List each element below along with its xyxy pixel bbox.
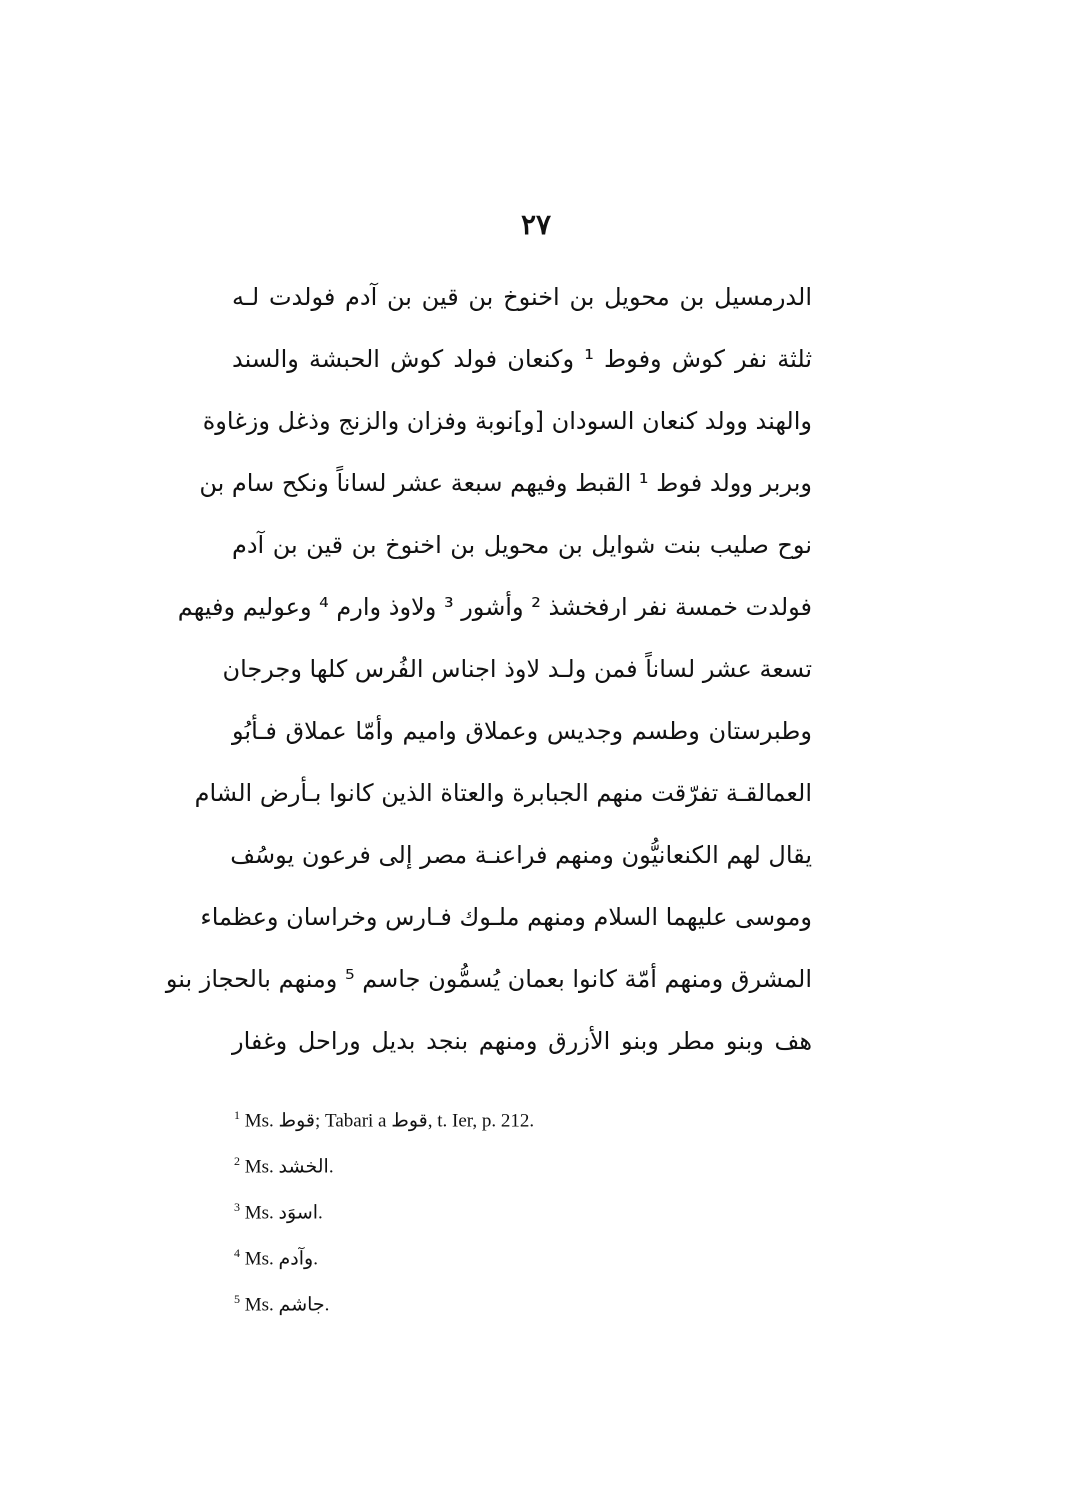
footnote-mark: 3: [234, 1200, 240, 1214]
footnote: [234, 1276, 794, 1322]
text-line: والهند وولد كنعان السودان [و]نوبة وفزان والزنج وذغل وزغاوة: [202, 407, 812, 435]
footnote-text: Ms. الخشد.: [244, 1156, 334, 1178]
footnote-mark: 2: [234, 1154, 240, 1168]
footnotes: [234, 1092, 794, 1322]
text-line: تسعة عشر لساناً فمن ولـد لاوذ اجناس الفُرس كلها وجرجان: [222, 655, 812, 683]
text-line: ثلثة نفر كوش وفوط ¹ وكنعان فولد كوش الحبشة والسند: [232, 345, 812, 373]
text-line: هف وبنو مطر وبنو الأزرق ومنهم بنجد بديل وراحل وغفار: [232, 1027, 812, 1055]
footnote-text: Ms. قوط; Tabari a قوط, t. Ier, p. 212.: [244, 1110, 535, 1132]
footnote-text: Ms. جاشم.: [244, 1294, 330, 1316]
footnote-mark: 4: [234, 1246, 240, 1260]
text-line: وموسى عليهما السلام ومنهم ملـوك فـارس وخراسان وعظماء: [200, 903, 812, 931]
footnote: [234, 1138, 794, 1184]
footnote: [234, 1184, 794, 1230]
text-line: المشرق ومنهم أمّة كانوا بعمان يُسمُّون جاسم ⁵ ومنهم بالحجاز بنو: [165, 965, 812, 993]
footnote-mark: 5: [234, 1292, 240, 1306]
text-line: يقال لهم الكنعانيُّون ومنهم فراعنـة مصر إلى فرعون يوسُف: [230, 841, 812, 869]
text-line: وبربر وولد فوط ¹ القبط وفيهم سبعة عشر لساناً ونكح سام بن: [199, 469, 812, 497]
text-line: نوح صليب بنت شوايل بن محويل بن اخنوخ بن قين بن آدم: [232, 531, 812, 559]
text-line: العمالقـة تفرّقت منهم الجبابرة والعتاة الذين كانوا بـأرض الشام: [194, 779, 812, 807]
body-text: [165, 266, 812, 1072]
text-line: الدرمسيل بن محويل بن اخنوخ بن قين بن آدم فولدت لـه: [232, 283, 812, 311]
footnote-mark: 1: [234, 1108, 240, 1122]
page-number: ٢٧: [520, 208, 552, 241]
text-line: فولدت خمسة نفر ارفخشذ ² وأشور ³ ولاوذ وارم ⁴ وعوليم وفيهم: [177, 593, 812, 621]
footnote-text: Ms. وآدم.: [244, 1248, 318, 1270]
footnote: [234, 1230, 794, 1276]
footnote-text: Ms. اسوَد.: [244, 1202, 323, 1224]
footnote: [234, 1092, 794, 1138]
text-line: وطبرستان وطسم وجديس وعملاق واميم وأمّا عملاق فـأبُو: [232, 717, 812, 745]
